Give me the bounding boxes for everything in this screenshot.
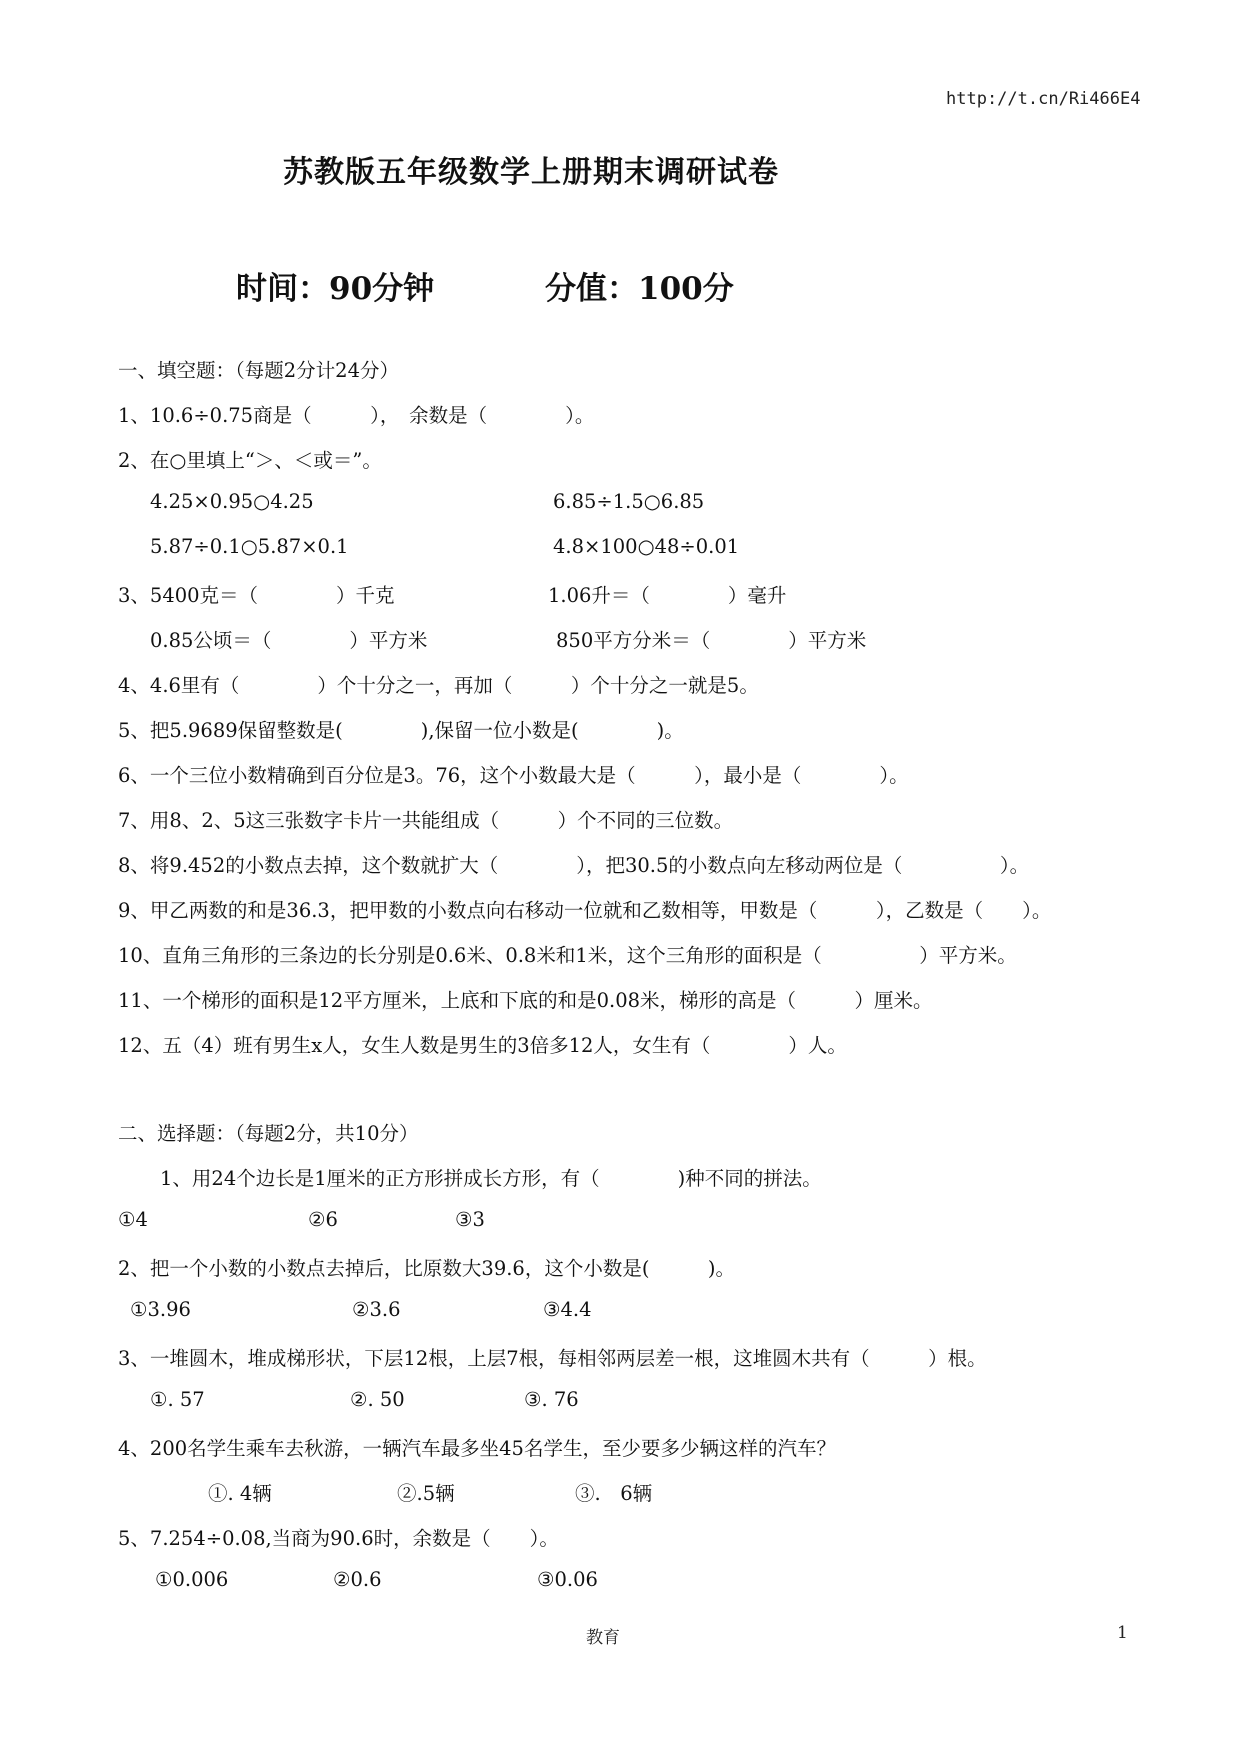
question-2-3: 3、一堆圆木，堆成梯形状，下层12根，上层7根，每相邻两层差一根，这堆圆木共有（ ）根。 (118, 1347, 987, 1370)
source-url: http://t.cn/Ri466E4 (946, 89, 1141, 109)
question-2-4-option-c: ③. 6辆 (575, 1482, 653, 1505)
question-1-12: 12、五（4）班有男生x人，女生人数是男生的3倍多12人，女生有（ ）人。 (118, 1034, 847, 1057)
question-1-10: 10、直角三角形的三条边的长分别是0.6米、0.8米和1米，这个三角形的面积是（ ）平方米。 (118, 944, 1017, 967)
question-1-2d: 4.8×100○48÷0.01 (553, 535, 740, 558)
question-1-2c: 5.87÷0.1○5.87×0.1 (150, 535, 349, 558)
question-1-2a: 4.25×0.95○4.25 (150, 490, 314, 513)
question-2-5-option-c: ③0.06 (537, 1568, 598, 1591)
question-1-11: 11、一个梯形的面积是12平方厘米，上底和下底的和是0.08米，梯形的高是（ ）厘米。 (118, 989, 933, 1012)
question-2-2: 2、把一个小数的小数点去掉后，比原数大39.6，这个小数是( )。 (118, 1257, 736, 1280)
page-title: 苏教版五年级数学上册期末调研试卷 (283, 155, 779, 190)
question-1-6: 6、一个三位小数精确到百分位是3。76，这个小数最大是（ ），最小是（ ）。 (118, 764, 909, 787)
question-2-3-option-a: ①. 57 (150, 1388, 205, 1411)
question-1-1: 1、10.6÷0.75商是（ ）， 余数是（ ）。 (118, 404, 595, 427)
exam-time: 时间：90分钟 (236, 271, 435, 307)
question-2-4: 4、200名学生乘车去秋游，一辆汽车最多坐45名学生，至少要多少辆这样的汽车？ (118, 1437, 836, 1460)
question-1-7: 7、用8、2、5这三张数字卡片一共能组成（ ）个不同的三位数。 (118, 809, 734, 832)
question-1-3c: 0.85公顷＝（ ）平方米 (150, 629, 428, 652)
question-1-3d: 850平方分米＝（ ）平方米 (556, 629, 867, 652)
question-1-3b: 1.06升＝（ ）毫升 (548, 584, 787, 607)
question-1-3a: 3、5400克＝（ ）千克 (118, 584, 395, 607)
question-2-4-option-b: ②.5辆 (397, 1482, 455, 1505)
question-2-3-option-b: ②. 50 (350, 1388, 405, 1411)
question-1-2: 2、在○里填上“＞、＜或＝”。 (118, 449, 382, 472)
section-heading-fill-blank: 一、填空题：（每题2分计24分） (118, 359, 399, 382)
question-1-2b: 6.85÷1.5○6.85 (553, 490, 705, 513)
question-2-1: 1、用24个边长是1厘米的正方形拼成长方形，有（ )种不同的拼法。 (160, 1167, 822, 1190)
exam-score: 分值：100分 (545, 271, 734, 307)
question-2-2-option-c: ③4.4 (543, 1298, 592, 1321)
question-2-5: 5、7.254÷0.08,当商为90.6时，余数是（ ）。 (118, 1527, 559, 1550)
page-number: 1 (1117, 1623, 1128, 1643)
question-2-2-option-a: ①3.96 (130, 1298, 191, 1321)
footer-label: 教育 (586, 1628, 620, 1648)
section-heading-multiple-choice: 二、选择题：（每题2分，共10分） (118, 1122, 419, 1145)
question-1-5: 5、把5.9689保留整数是( ),保留一位小数是( )。 (118, 719, 684, 742)
question-1-9: 9、甲乙两数的和是36.3，把甲数的小数点向右移动一位就和乙数相等，甲数是（ ），乙数是（ ）。 (118, 899, 1052, 922)
question-2-5-option-a: ①0.006 (155, 1568, 229, 1591)
question-2-1-option-b: ②6 (308, 1208, 338, 1231)
question-2-1-option-a: ①4 (118, 1208, 148, 1231)
question-2-2-option-b: ②3.6 (352, 1298, 401, 1321)
question-2-5-option-b: ②0.6 (333, 1568, 382, 1591)
question-1-8: 8、将9.452的小数点去掉，这个数就扩大（ ），把30.5的小数点向左移动两位是（ ）。 (118, 854, 1030, 877)
question-2-3-option-c: ③. 76 (524, 1388, 579, 1411)
question-2-4-option-a: ①. 4辆 (208, 1482, 272, 1505)
question-1-4: 4、4.6里有（ ）个十分之一，再加（ ）个十分之一就是5。 (118, 674, 759, 697)
question-2-1-option-c: ③3 (455, 1208, 485, 1231)
